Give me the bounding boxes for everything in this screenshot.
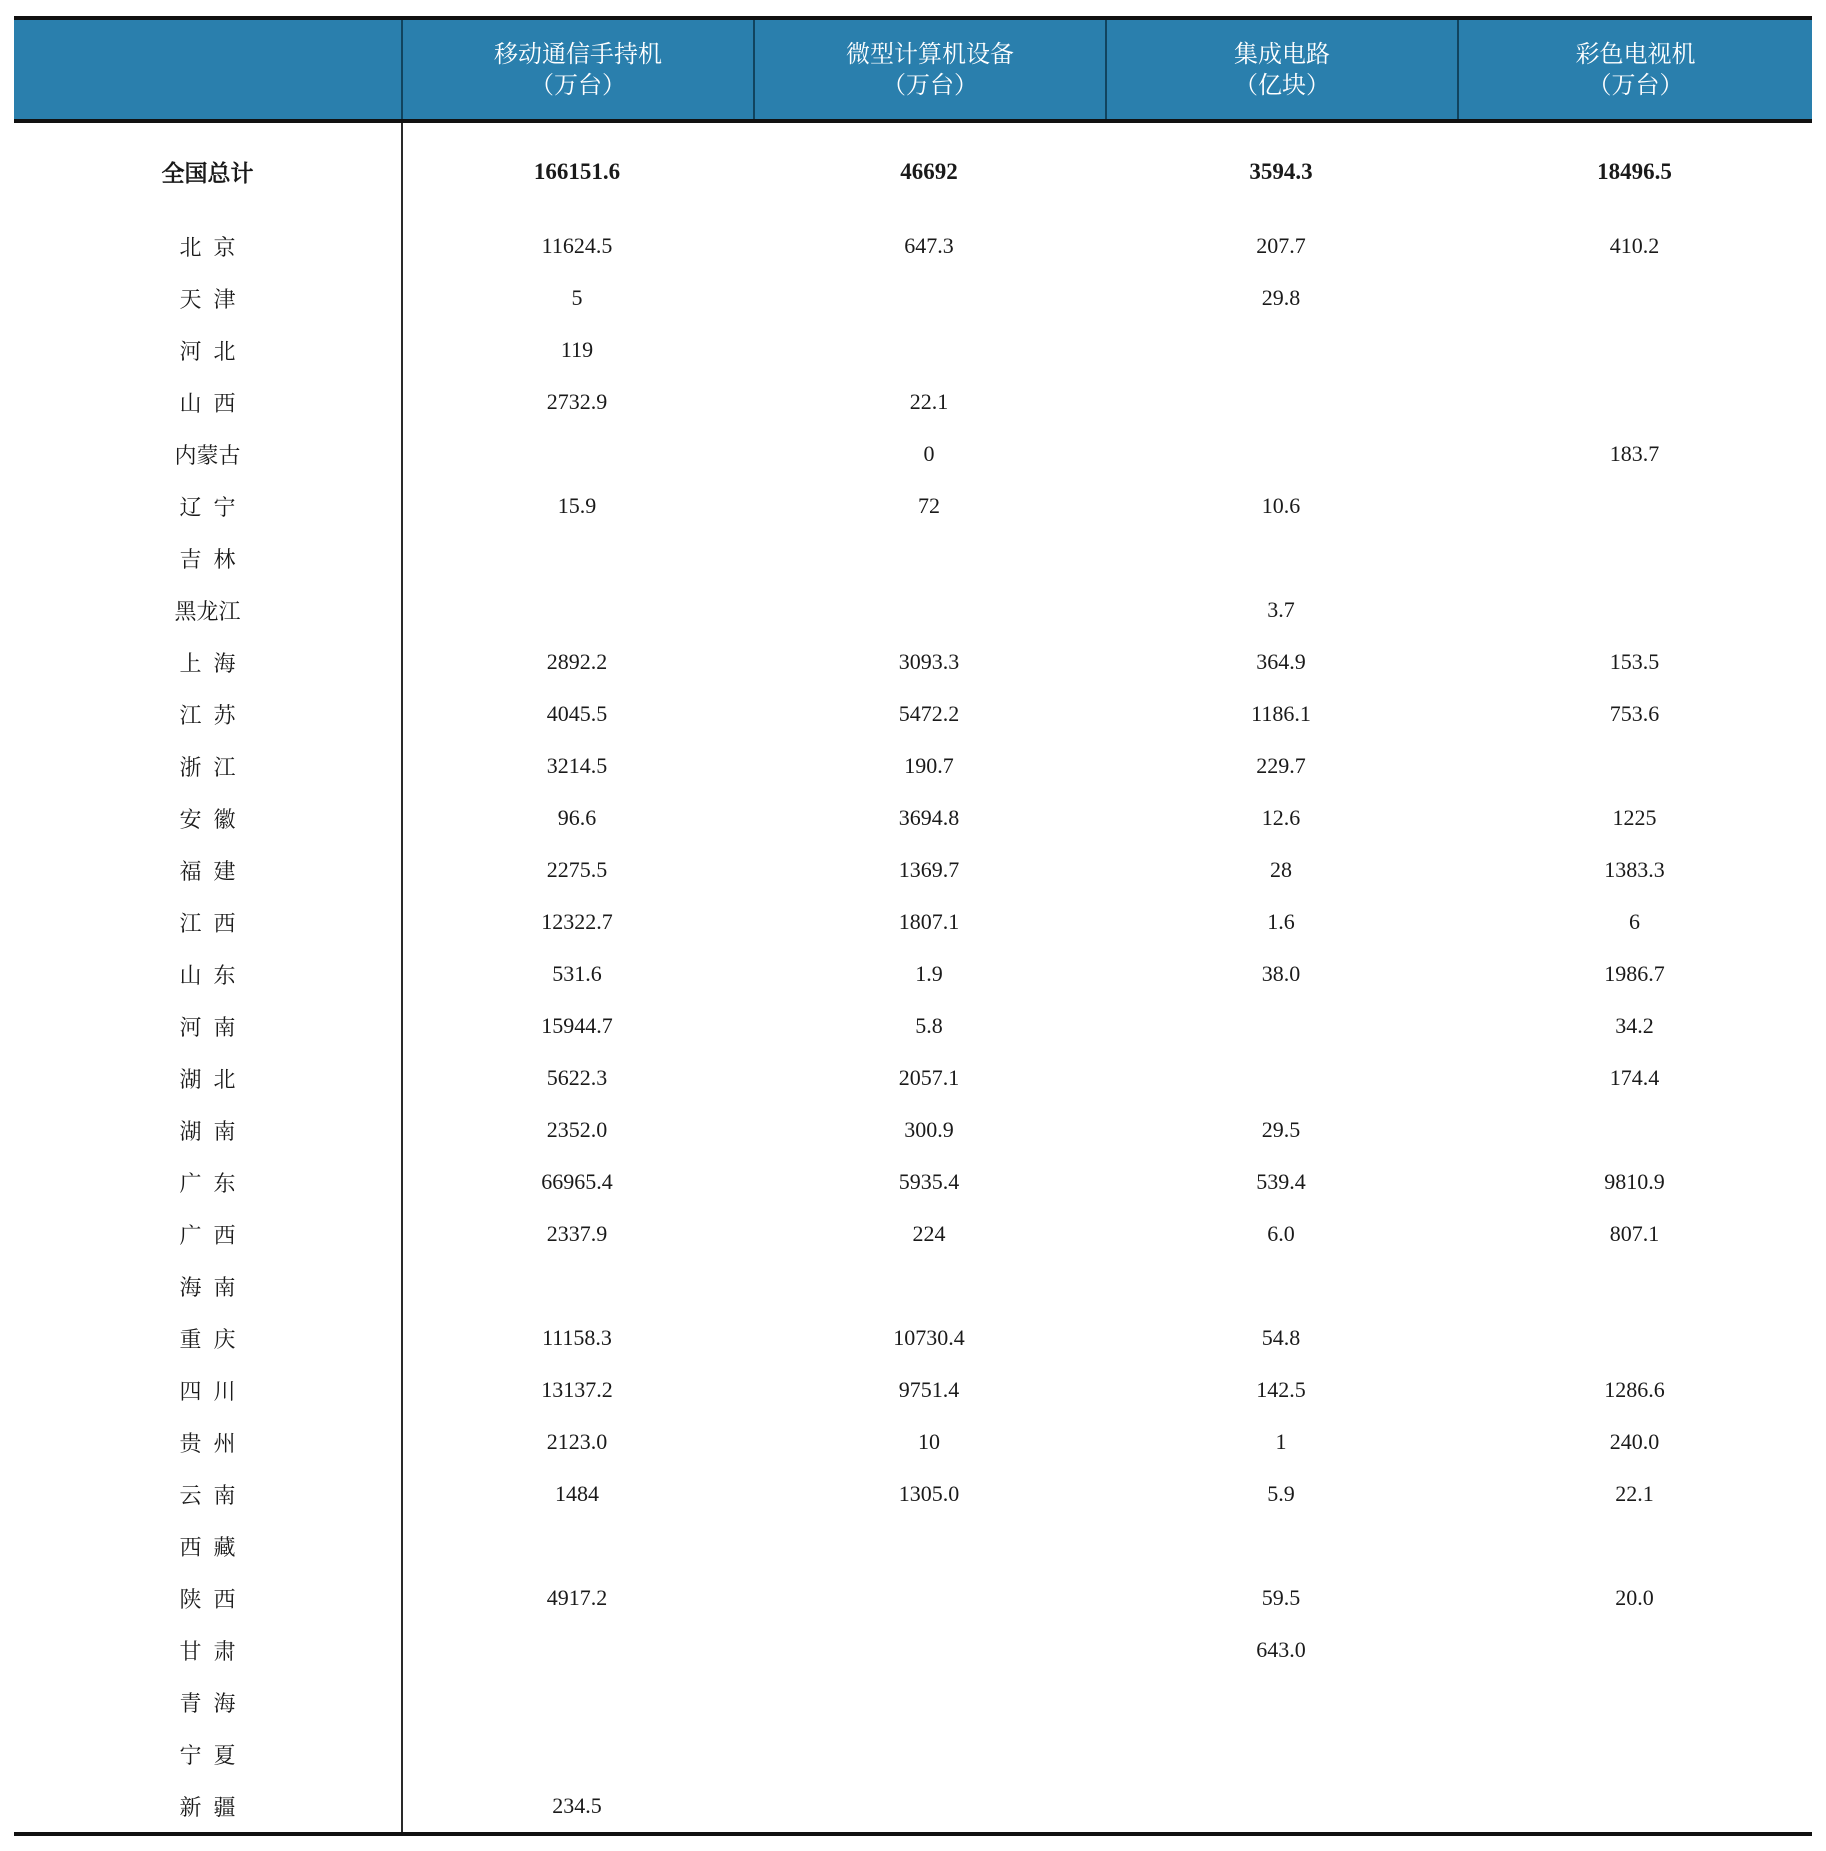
- region-name: 重庆: [179, 1327, 248, 1353]
- table-cell: 0: [923, 441, 935, 466]
- column-divider: [401, 123, 403, 1832]
- table-cell: 3214.5: [546, 753, 608, 778]
- table-cell: 5935.4: [898, 1169, 960, 1194]
- region-name: 四川: [179, 1379, 248, 1405]
- table-cell: 3.7: [1267, 597, 1295, 622]
- table-cell: 59.5: [1261, 1585, 1301, 1610]
- region-name: 黑龙江: [174, 599, 241, 625]
- region-name: 湖南: [179, 1119, 248, 1145]
- table-cell: 753.6: [1609, 701, 1660, 726]
- region-name: 湖北: [179, 1067, 248, 1093]
- table-cell: 531.6: [552, 961, 602, 986]
- region-name: 北京: [179, 235, 248, 261]
- region-name: 天津: [179, 287, 248, 313]
- table-row: [14, 532, 1812, 584]
- table-row: [14, 428, 1812, 480]
- region-name: 西藏: [179, 1535, 248, 1561]
- header-unit: （万台）: [882, 70, 978, 99]
- table-cell: 224: [912, 1221, 946, 1246]
- table-cell: 539.4: [1256, 1169, 1306, 1194]
- header-microcomputers: [753, 20, 1105, 119]
- table-cell: 229.7: [1256, 753, 1306, 778]
- table-cell: 3694.8: [898, 805, 960, 830]
- region-name: 山东: [179, 963, 248, 989]
- table-row: [14, 1468, 1812, 1520]
- table-cell: 183.7: [1609, 441, 1660, 466]
- table-row: [14, 584, 1812, 636]
- table-cell: 72: [918, 493, 940, 518]
- table-cell: 190.7: [904, 753, 954, 778]
- header-mobile-phones: [401, 20, 753, 119]
- table-row: [14, 1052, 1812, 1104]
- table-cell: 410.2: [1609, 233, 1660, 258]
- header-label: 微型计算机设备: [846, 39, 1014, 68]
- table-cell: 5.8: [915, 1013, 943, 1038]
- table-row: [14, 1260, 1812, 1312]
- table-cell: 1.6: [1267, 909, 1295, 934]
- table-row: [14, 1676, 1812, 1728]
- table-row: [14, 636, 1812, 688]
- table-cell: 10: [918, 1429, 940, 1454]
- region-name: 安徽: [179, 807, 248, 833]
- table-cell: 2892.2: [546, 649, 608, 674]
- table-cell: 9810.9: [1604, 1169, 1665, 1194]
- table-cell: 5: [571, 285, 583, 310]
- table-cell: 29.5: [1261, 1117, 1301, 1142]
- table-row: [14, 1728, 1812, 1780]
- region-name: 内蒙古: [174, 443, 241, 469]
- table-cell: 11158.3: [542, 1325, 612, 1350]
- region-name: 陕西: [179, 1587, 248, 1613]
- table-bottom-rule: [14, 1832, 1812, 1836]
- table-cell: 1: [1275, 1429, 1287, 1454]
- header-label: 集成电路: [1234, 39, 1330, 68]
- table-cell: 1986.7: [1604, 961, 1665, 986]
- table-cell: 234.5: [552, 1793, 602, 1818]
- total-value: 3594.3: [1249, 158, 1313, 184]
- table-cell: 1225: [1612, 805, 1657, 830]
- table-cell: 54.8: [1261, 1325, 1301, 1350]
- total-value: 18496.5: [1597, 158, 1672, 184]
- table-cell: 12.6: [1261, 805, 1301, 830]
- table-row: [14, 220, 1812, 272]
- table-cell: 96.6: [557, 805, 597, 830]
- table-row: [14, 1000, 1812, 1052]
- region-name: 海南: [179, 1275, 248, 1301]
- region-name: 浙江: [179, 755, 248, 781]
- table-row: [14, 324, 1812, 376]
- table-cell: 6.0: [1267, 1221, 1295, 1246]
- table-cell: 10.6: [1261, 493, 1301, 518]
- table-row: [14, 896, 1812, 948]
- table-cell: 153.5: [1609, 649, 1660, 674]
- table-cell: 240.0: [1609, 1429, 1660, 1454]
- table-cell: 300.9: [904, 1117, 954, 1142]
- table-row: [14, 1208, 1812, 1260]
- total-label: 全国总计: [161, 161, 254, 187]
- region-name: 贵州: [179, 1431, 248, 1457]
- header-integrated-circuits: [1105, 20, 1457, 119]
- table-cell: 34.2: [1615, 1013, 1654, 1038]
- table-cell: 12322.7: [541, 909, 613, 934]
- table-row: [14, 1572, 1812, 1624]
- region-name: 江西: [179, 911, 248, 937]
- region-name: 河北: [179, 339, 248, 365]
- table-cell: 643.0: [1256, 1637, 1306, 1662]
- region-name: 辽宁: [179, 495, 248, 521]
- table-cell: 15944.7: [541, 1013, 613, 1038]
- region-name: 吉林: [179, 547, 248, 573]
- table-cell: 2057.1: [898, 1065, 960, 1090]
- header-label: 彩色电视机: [1575, 39, 1696, 68]
- table-cell: 10730.4: [893, 1325, 965, 1350]
- total-value: 166151.6: [533, 158, 621, 184]
- header-unit: （亿块）: [1234, 70, 1330, 99]
- table-cell: 15.9: [557, 493, 597, 518]
- table-body: [14, 123, 1812, 1832]
- total-row: [14, 123, 1812, 220]
- total-value: 46692: [900, 158, 958, 184]
- table-row: [14, 948, 1812, 1000]
- table-cell: 1484: [555, 1481, 599, 1506]
- region-name: 上海: [179, 651, 248, 677]
- table-cell: 5622.3: [546, 1065, 608, 1090]
- table-cell: 207.7: [1256, 233, 1306, 258]
- table-row: [14, 1416, 1812, 1468]
- region-name: 广西: [179, 1223, 248, 1249]
- table-row: [14, 1312, 1812, 1364]
- table-row: [14, 792, 1812, 844]
- table-row: [14, 272, 1812, 324]
- table-cell: 1305.0: [898, 1481, 960, 1506]
- table-cell: 28: [1270, 857, 1292, 882]
- table-cell: 3093.3: [898, 649, 960, 674]
- table-cell: 66965.4: [541, 1169, 613, 1194]
- table-row: [14, 1104, 1812, 1156]
- table-cell: 364.9: [1256, 649, 1306, 674]
- table-cell: 4045.5: [546, 701, 608, 726]
- table-cell: 2275.5: [546, 857, 608, 882]
- table-cell: 1186.1: [1251, 701, 1311, 726]
- header-label: 移动通信手持机: [494, 39, 662, 68]
- table-cell: 1383.3: [1604, 857, 1665, 882]
- table-row: [14, 844, 1812, 896]
- table-cell: 2732.9: [546, 389, 608, 414]
- table-cell: 22.1: [909, 389, 949, 414]
- table-row: [14, 688, 1812, 740]
- region-name: 山西: [179, 391, 248, 417]
- table-cell: 2123.0: [546, 1429, 608, 1454]
- table-cell: 1.9: [915, 961, 943, 986]
- table-cell: 20.0: [1615, 1585, 1654, 1610]
- table-cell: 647.3: [904, 233, 954, 258]
- table-cell: 174.4: [1609, 1065, 1660, 1090]
- region-name: 新疆: [179, 1795, 248, 1821]
- table-cell: 29.8: [1261, 285, 1301, 310]
- region-name: 甘肃: [179, 1639, 248, 1665]
- table-row: [14, 376, 1812, 428]
- header-color-tvs: [1457, 20, 1812, 119]
- table-row: [14, 1624, 1812, 1676]
- table-cell: 807.1: [1609, 1221, 1660, 1246]
- table-cell: 11624.5: [541, 233, 613, 258]
- region-rows: [14, 220, 1812, 1832]
- table-cell: 4917.2: [546, 1585, 608, 1610]
- table-cell: 22.1: [1615, 1481, 1654, 1506]
- table-header: [14, 20, 1812, 119]
- table-cell: 9751.4: [898, 1377, 960, 1402]
- production-table: [14, 16, 1812, 1836]
- region-name: 福建: [179, 859, 248, 885]
- header-unit: （万台）: [1587, 70, 1684, 99]
- region-name: 青海: [179, 1691, 248, 1717]
- table-cell: 1807.1: [898, 909, 960, 934]
- table-cell: 2337.9: [546, 1221, 608, 1246]
- table-cell: 13137.2: [541, 1377, 613, 1402]
- table-cell: 1369.7: [898, 857, 960, 882]
- table-cell: 5.9: [1267, 1481, 1295, 1506]
- region-name: 云南: [179, 1483, 248, 1509]
- region-name: 河南: [179, 1015, 248, 1041]
- table-cell: 2352.0: [546, 1117, 608, 1142]
- table-cell: 1286.6: [1604, 1377, 1665, 1402]
- table-row: [14, 740, 1812, 792]
- region-name: 广东: [179, 1171, 248, 1197]
- table-cell: 38.0: [1261, 961, 1301, 986]
- region-name: 江苏: [179, 703, 248, 729]
- table-row: [14, 1780, 1812, 1832]
- table-cell: 6: [1629, 909, 1640, 934]
- header-region-cell: [14, 20, 401, 119]
- table-cell: 119: [560, 337, 594, 362]
- table-cell: 142.5: [1256, 1377, 1306, 1402]
- table-row: [14, 1520, 1812, 1572]
- table-cell: 5472.2: [898, 701, 960, 726]
- table-row: [14, 1156, 1812, 1208]
- table-row: [14, 1364, 1812, 1416]
- header-unit: （万台）: [530, 70, 626, 99]
- region-name: 宁夏: [179, 1743, 248, 1769]
- table-row: [14, 480, 1812, 532]
